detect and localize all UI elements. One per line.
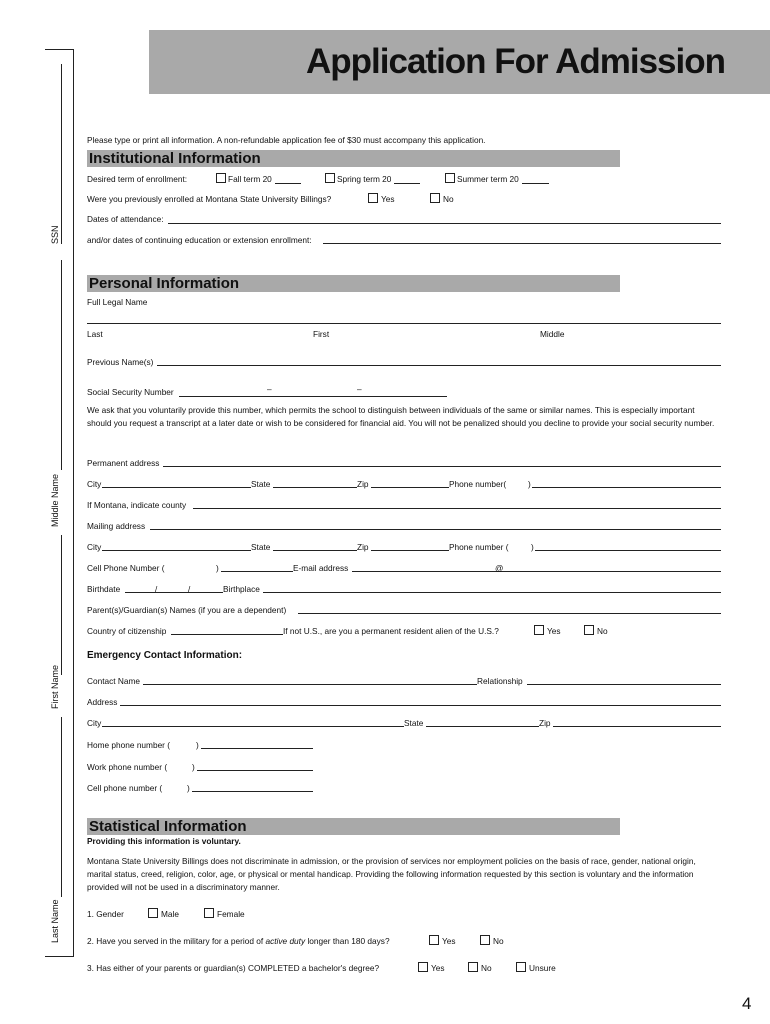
county-field[interactable] [193, 508, 721, 509]
city-label: City [87, 479, 102, 489]
resident-yes-checkbox[interactable] [534, 625, 544, 635]
at-sign: @ [495, 563, 504, 573]
ssn-dash-2: – [357, 384, 362, 394]
fall-year-field[interactable] [275, 183, 301, 184]
military-question-part2: longer than 180 days? [305, 936, 390, 946]
zip-label: Zip [357, 542, 369, 552]
section-statistical [87, 818, 620, 835]
phone-paren: ) [531, 542, 534, 552]
city-field[interactable] [102, 550, 251, 551]
state-field[interactable] [426, 726, 539, 727]
full-name-field[interactable] [87, 323, 721, 324]
spring-label: Spring term 20 [337, 174, 392, 184]
previously-no-checkbox[interactable] [430, 193, 440, 203]
form-body [87, 0, 721, 1024]
parents-label: Parent(s)/Guardian(s) Names (if you are a dependent) [87, 605, 287, 615]
contact-name-field[interactable] [143, 684, 477, 685]
ssn-dash-1: – [267, 384, 272, 394]
male-checkbox[interactable] [148, 908, 158, 918]
ssn-label: SSN [50, 225, 60, 244]
date-slash-2: / [188, 584, 191, 594]
zip-label: Zip [357, 479, 369, 489]
section-heading: Personal Information [89, 275, 240, 292]
dates-label: Dates of attendance: [87, 214, 164, 224]
state-label: State [404, 718, 424, 728]
no-label: No [597, 626, 608, 636]
parents-field[interactable] [298, 613, 721, 614]
gender-question: 1. Gender [87, 909, 124, 919]
parents-degree-question: 3. Has either of your parents or guardian(s) COMPLETED a bachelor's degree? [87, 963, 380, 973]
relationship-field[interactable] [527, 684, 721, 685]
mailing-address-label: Mailing address [87, 521, 146, 531]
cell-phone-label: Cell phone number ( [87, 783, 163, 793]
work-phone-paren: ) [192, 762, 195, 772]
birthdate-field[interactable] [125, 592, 223, 593]
dates-field[interactable] [168, 223, 721, 224]
email-field[interactable] [352, 571, 721, 572]
cell-phone-field[interactable] [192, 791, 313, 792]
section-personal [87, 275, 620, 292]
first-name-line[interactable] [61, 535, 62, 675]
summer-checkbox[interactable] [445, 173, 455, 183]
fall-checkbox[interactable] [216, 173, 226, 183]
address-field[interactable] [120, 705, 721, 706]
voluntary-note: Providing this information is voluntary. [87, 836, 241, 846]
degree-yes-checkbox[interactable] [418, 962, 428, 972]
work-phone-field[interactable] [197, 770, 313, 771]
section-heading: Institutional Information [89, 150, 261, 167]
permanent-address-label: Permanent address [87, 458, 160, 468]
yes-label: Yes [547, 626, 561, 636]
desired-term-label: Desired term of enrollment: [87, 174, 188, 184]
yes-label: Yes [442, 936, 456, 946]
country-field[interactable] [171, 634, 283, 635]
female-label: Female [217, 909, 245, 919]
military-yes-checkbox[interactable] [429, 935, 439, 945]
last-name-line[interactable] [61, 717, 62, 897]
ssn-notice: We ask that you voluntarily provide this number, which permits the school to distinguish between individuals of the same or similar names. This is especially important should you request a transcript at a later date or wish to be considered for financial aid. You will not be penalized should you decline to provide your social security number. [87, 405, 715, 428]
city-field[interactable] [102, 726, 404, 727]
phone-field[interactable] [532, 487, 721, 488]
city-field[interactable] [102, 487, 251, 488]
phone-label: Phone number ( [449, 542, 509, 552]
first-label: First [313, 329, 330, 339]
address-label: Address [87, 697, 118, 707]
work-phone-label: Work phone number ( [87, 762, 168, 772]
county-label: If Montana, indicate county [87, 500, 187, 510]
summer-year-field[interactable] [522, 183, 549, 184]
permanent-address-field[interactable] [163, 466, 721, 467]
page-title: Application For Admission [306, 42, 725, 81]
continuing-field[interactable] [323, 243, 721, 244]
phone-label: Phone number( [449, 479, 507, 489]
ssn-field[interactable] [179, 396, 447, 397]
military-no-checkbox[interactable] [480, 935, 490, 945]
previous-names-field[interactable] [157, 365, 721, 366]
cell-phone-label: Cell Phone Number ( [87, 563, 165, 573]
unsure-label: Unsure [529, 963, 556, 973]
summer-label: Summer term 20 [457, 174, 519, 184]
zip-field[interactable] [553, 726, 721, 727]
degree-no-checkbox[interactable] [468, 962, 478, 972]
spring-checkbox[interactable] [325, 173, 335, 183]
state-label: State [251, 542, 271, 552]
city-label: City [87, 542, 102, 552]
zip-field[interactable] [371, 550, 449, 551]
middle-name-label: Middle Name [50, 473, 60, 527]
previously-yes-checkbox[interactable] [368, 193, 378, 203]
no-label: No [493, 936, 504, 946]
phone-field[interactable] [535, 550, 721, 551]
country-label: Country of citizenship [87, 626, 167, 636]
state-label: State [251, 479, 271, 489]
name-sidebar [45, 49, 74, 957]
relationship-label: Relationship [477, 676, 523, 686]
intro-text: Please type or print all information. A non-refundable application fee of $30 must accompany this application. [87, 135, 486, 145]
birthdate-label: Birthdate [87, 584, 121, 594]
birthplace-field[interactable] [263, 592, 721, 593]
no-label: No [481, 963, 492, 973]
section-heading: Statistical Information [89, 818, 247, 835]
zip-field[interactable] [371, 487, 449, 488]
contact-name-label: Contact Name [87, 676, 141, 686]
home-phone-field[interactable] [201, 748, 313, 749]
date-slash-1: / [155, 584, 158, 594]
military-question [87, 936, 390, 946]
ssn-line [61, 64, 62, 244]
no-label: No [443, 194, 454, 204]
fall-label: Fall term 20 [228, 174, 272, 184]
resident-question: If not U.S., are you a permanent resident alien of the U.S.? [283, 626, 499, 636]
previous-names-label: Previous Name(s) [87, 357, 154, 367]
home-phone-paren: ) [196, 740, 199, 750]
cell-phone-field[interactable] [221, 571, 293, 572]
military-question-emphasis: active duty [265, 936, 306, 946]
resident-no-checkbox[interactable] [584, 625, 594, 635]
previously-enrolled-label: Were you previously enrolled at Montana State University Billings? [87, 194, 332, 204]
state-field[interactable] [273, 487, 357, 488]
full-legal-name-label: Full Legal Name [87, 297, 148, 307]
female-checkbox[interactable] [204, 908, 214, 918]
last-name-label: Last Name [50, 899, 60, 943]
phone-paren: ) [528, 479, 531, 489]
home-phone-label: Home phone number ( [87, 740, 171, 750]
city-label: City [87, 718, 102, 728]
mailing-address-field[interactable] [150, 529, 721, 530]
male-label: Male [161, 909, 179, 919]
section-institutional [87, 150, 620, 167]
first-name-label: First Name [50, 664, 60, 709]
cell-phone-paren: ) [187, 783, 190, 793]
emergency-heading: Emergency Contact Information: [87, 650, 243, 661]
continuing-label: and/or dates of continuing education or extension enrollment: [87, 235, 312, 245]
yes-label: Yes [431, 963, 445, 973]
last-label: Last [87, 329, 103, 339]
birthplace-label: Birthplace [223, 584, 260, 594]
state-field[interactable] [273, 550, 357, 551]
spring-year-field[interactable] [394, 183, 420, 184]
middle-name-line[interactable] [61, 260, 62, 470]
statistical-notice: Montana State University Billings does not discriminate in admission, or the provision of services nor employment policies on the basis of race, gender, national origin, marital status, creed, religion, color, age, or physical or mental handicap. Providing the following information requested by this section is voluntary and the information provided will not be used in a discriminatory manner. [87, 856, 696, 892]
middle-label: Middle [540, 329, 565, 339]
zip-label: Zip [539, 718, 551, 728]
page-number: 4 [742, 994, 752, 1013]
military-question-part1: 2. Have you served in the military for a period of [87, 936, 266, 946]
degree-unsure-checkbox[interactable] [516, 962, 526, 972]
yes-label: Yes [381, 194, 395, 204]
cell-paren: ) [216, 563, 219, 573]
ssn-field-label: Social Security Number [87, 387, 174, 397]
email-label: E-mail address [293, 563, 349, 573]
